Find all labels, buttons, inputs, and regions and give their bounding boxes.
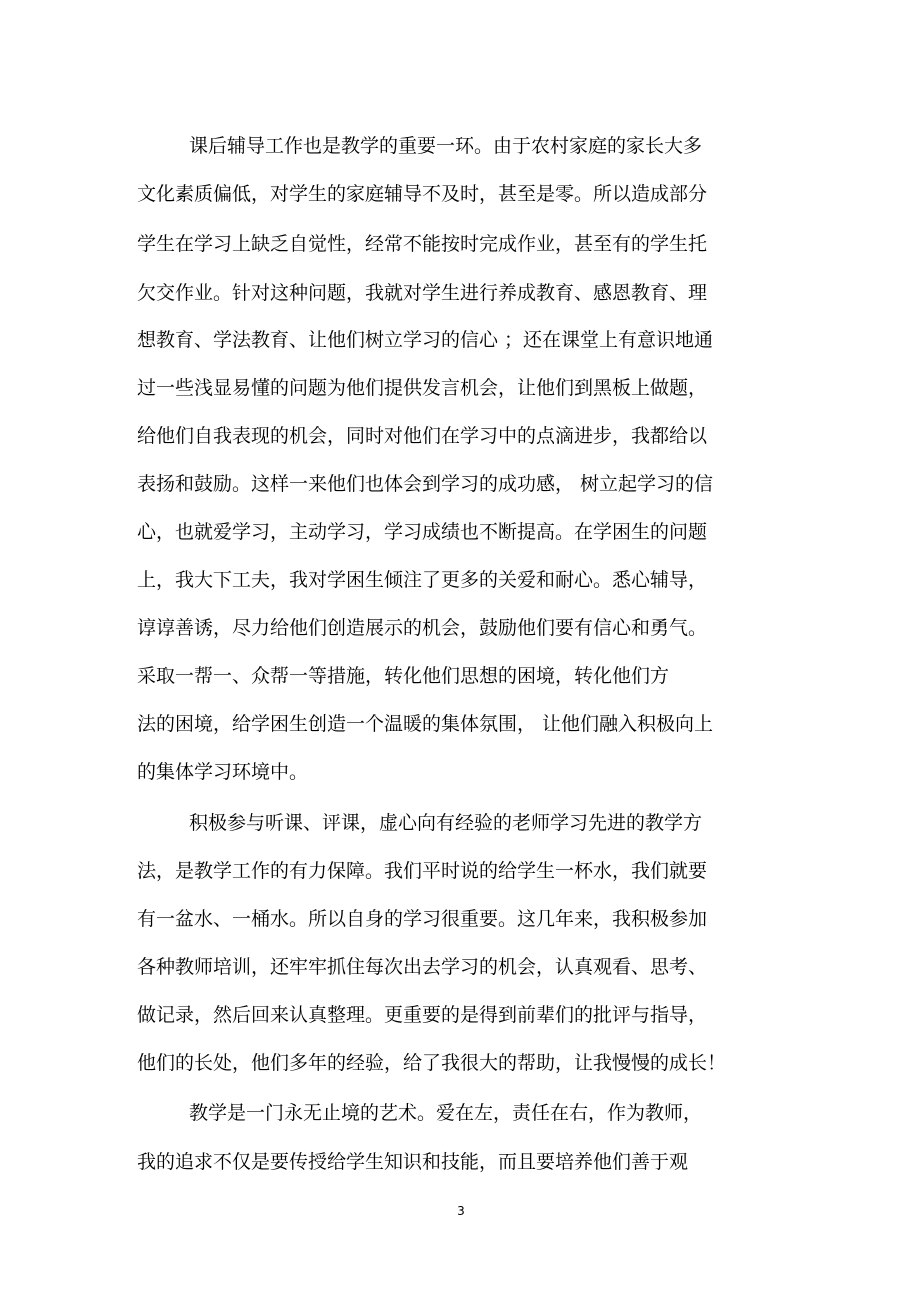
paragraph-line: 学生在学习上缺乏自觉性，经常不能按时完成作业，甚至有的学生托 bbox=[137, 233, 708, 255]
paragraph-line: 给他们自我表现的机会，同时对他们在学习中的点滴进步，我都给以 bbox=[137, 425, 708, 447]
paragraph-line: 他们的长处，他们多年的经验，给了我很大的帮助，让我慢慢的成长！ bbox=[137, 1052, 727, 1074]
paragraph-line: 采取一帮一、众帮一等措施，转化他们思想的困境，转化他们方 bbox=[137, 665, 670, 687]
paragraph-line: 表扬和鼓励。这样一来他们也体会到学习的成功感， 树立起学习的信 bbox=[137, 473, 714, 495]
paragraph-line: 积极参与听课、评课，虚心向有经验的老师学习先进的教学方 bbox=[189, 812, 703, 834]
paragraph-line: 谆谆善诱，尽力给他们创造展示的机会，鼓励他们要有信心和勇气。 bbox=[137, 617, 708, 639]
paragraph-line: 法，是教学工作的有力保障。我们平时说的给学生一杯水，我们就要 bbox=[137, 860, 708, 882]
paragraph-line: 课后辅导工作也是教学的重要一环。由于农村家庭的家长大多 bbox=[189, 135, 703, 157]
paragraph-line: 法的困境，给学困生创造一个温暖的集体氛围， 让他们融入积极向上 bbox=[137, 713, 714, 735]
paragraph-line: 上，我大下工夫，我对学困生倾注了更多的关爱和耐心。悉心辅导， bbox=[137, 569, 708, 591]
paragraph-line: 教学是一门永无止境的艺术。爱在左，责任在右，作为教师， bbox=[189, 1102, 703, 1124]
paragraph-line: 文化素质偏低，对学生的家庭辅导不及时，甚至是零。所以造成部分 bbox=[137, 183, 708, 205]
paragraph-line: 的集体学习环境中。 bbox=[137, 761, 309, 783]
paragraph-line: 做记录，然后回来认真整理。更重要的是得到前辈们的批评与指导， bbox=[137, 1004, 708, 1026]
paragraph-line: 过一些浅显易懂的问题为他们提供发言机会，让他们到黑板上做题， bbox=[137, 377, 708, 399]
page-number: 3 bbox=[457, 1204, 465, 1218]
paragraph-line: 欠交作业。针对这种问题，我就对学生进行养成教育、感恩教育、理 bbox=[137, 282, 708, 304]
paragraph-line: 心，也就爱学习，主动学习，学习成绩也不断提高。在学困生的问题 bbox=[137, 521, 708, 543]
paragraph-line: 想教育、学法教育、让他们树立学习的信心 ；还在课堂上有意识地通 bbox=[137, 329, 714, 351]
paragraph-line: 各种教师培训，还牢牢抓住每次出去学习的机会，认真观看、思考、 bbox=[137, 956, 708, 978]
paragraph-line: 有一盆水、一桶水。所以自身的学习很重要。这几年来，我积极参加 bbox=[137, 908, 708, 930]
paragraph-line: 我的追求不仅是要传授给学生知识和技能，而且要培养他们善于观 bbox=[137, 1151, 689, 1173]
